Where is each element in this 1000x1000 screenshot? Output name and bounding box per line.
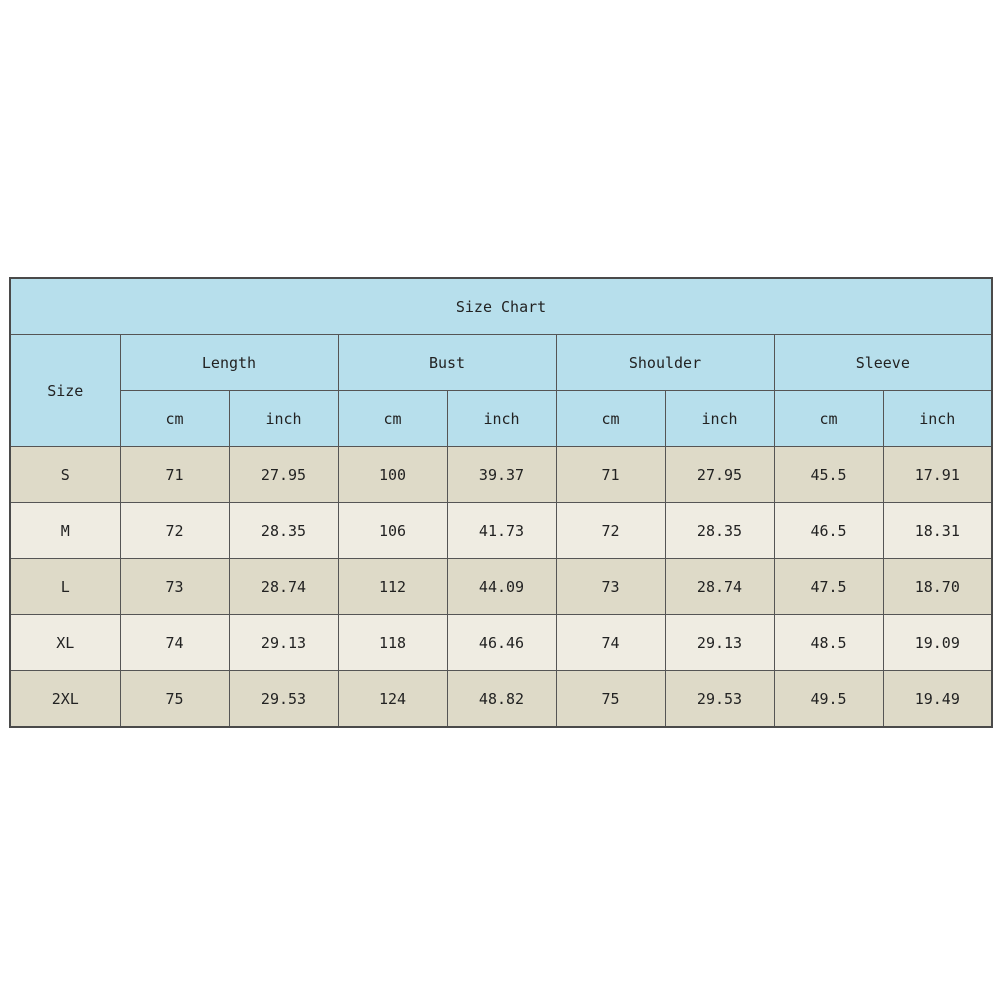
unit-header-length-cm: cm <box>120 391 229 447</box>
value-cell-sleeve-inch: 19.09 <box>883 615 992 671</box>
value-cell-bust-cm: 106 <box>338 503 447 559</box>
value-cell-sleeve-cm: 49.5 <box>774 671 883 728</box>
chart-title: Size Chart <box>10 278 992 335</box>
unit-header-sleeve-inch: inch <box>883 391 992 447</box>
value-cell-sleeve-inch: 18.70 <box>883 559 992 615</box>
table-row <box>10 503 992 559</box>
value-cell-sleeve-inch: 17.91 <box>883 447 992 503</box>
value-cell-length-cm: 71 <box>120 447 229 503</box>
title-row <box>10 278 992 335</box>
value-cell-bust-inch: 46.46 <box>447 615 556 671</box>
size-cell: M <box>10 503 120 559</box>
unit-header-row <box>10 391 992 447</box>
value-cell-bust-cm: 100 <box>338 447 447 503</box>
value-cell-length-inch: 29.53 <box>229 671 338 728</box>
value-cell-shoulder-inch: 29.53 <box>665 671 774 728</box>
value-cell-bust-inch: 41.73 <box>447 503 556 559</box>
value-cell-length-cm: 72 <box>120 503 229 559</box>
group-header-shoulder: Shoulder <box>556 335 774 391</box>
group-header-sleeve: Sleeve <box>774 335 992 391</box>
group-header-length: Length <box>120 335 338 391</box>
table-body <box>10 447 992 728</box>
value-cell-shoulder-inch: 28.35 <box>665 503 774 559</box>
value-cell-sleeve-inch: 19.49 <box>883 671 992 728</box>
value-cell-bust-inch: 44.09 <box>447 559 556 615</box>
value-cell-shoulder-cm: 73 <box>556 559 665 615</box>
value-cell-bust-inch: 48.82 <box>447 671 556 728</box>
unit-header-length-inch: inch <box>229 391 338 447</box>
value-cell-sleeve-cm: 45.5 <box>774 447 883 503</box>
value-cell-shoulder-inch: 29.13 <box>665 615 774 671</box>
size-cell: 2XL <box>10 671 120 728</box>
size-cell: L <box>10 559 120 615</box>
value-cell-shoulder-inch: 27.95 <box>665 447 774 503</box>
value-cell-length-inch: 28.35 <box>229 503 338 559</box>
unit-header-bust-cm: cm <box>338 391 447 447</box>
value-cell-bust-inch: 39.37 <box>447 447 556 503</box>
value-cell-bust-cm: 112 <box>338 559 447 615</box>
unit-header-shoulder-inch: inch <box>665 391 774 447</box>
value-cell-length-inch: 29.13 <box>229 615 338 671</box>
unit-header-sleeve-cm: cm <box>774 391 883 447</box>
value-cell-bust-cm: 124 <box>338 671 447 728</box>
value-cell-sleeve-cm: 46.5 <box>774 503 883 559</box>
group-header-row <box>10 335 992 391</box>
value-cell-length-inch: 27.95 <box>229 447 338 503</box>
value-cell-shoulder-cm: 75 <box>556 671 665 728</box>
value-cell-length-inch: 28.74 <box>229 559 338 615</box>
size-cell: S <box>10 447 120 503</box>
table-row <box>10 447 992 503</box>
value-cell-sleeve-cm: 48.5 <box>774 615 883 671</box>
value-cell-length-cm: 73 <box>120 559 229 615</box>
size-chart-table <box>9 277 993 728</box>
unit-header-bust-inch: inch <box>447 391 556 447</box>
value-cell-sleeve-inch: 18.31 <box>883 503 992 559</box>
size-cell: XL <box>10 615 120 671</box>
table-row <box>10 559 992 615</box>
value-cell-shoulder-cm: 74 <box>556 615 665 671</box>
group-header-bust: Bust <box>338 335 556 391</box>
value-cell-shoulder-cm: 72 <box>556 503 665 559</box>
value-cell-sleeve-cm: 47.5 <box>774 559 883 615</box>
table-row <box>10 615 992 671</box>
table-row <box>10 671 992 728</box>
value-cell-shoulder-inch: 28.74 <box>665 559 774 615</box>
value-cell-length-cm: 75 <box>120 671 229 728</box>
value-cell-length-cm: 74 <box>120 615 229 671</box>
size-header: Size <box>10 335 120 447</box>
value-cell-shoulder-cm: 71 <box>556 447 665 503</box>
unit-header-shoulder-cm: cm <box>556 391 665 447</box>
value-cell-bust-cm: 118 <box>338 615 447 671</box>
